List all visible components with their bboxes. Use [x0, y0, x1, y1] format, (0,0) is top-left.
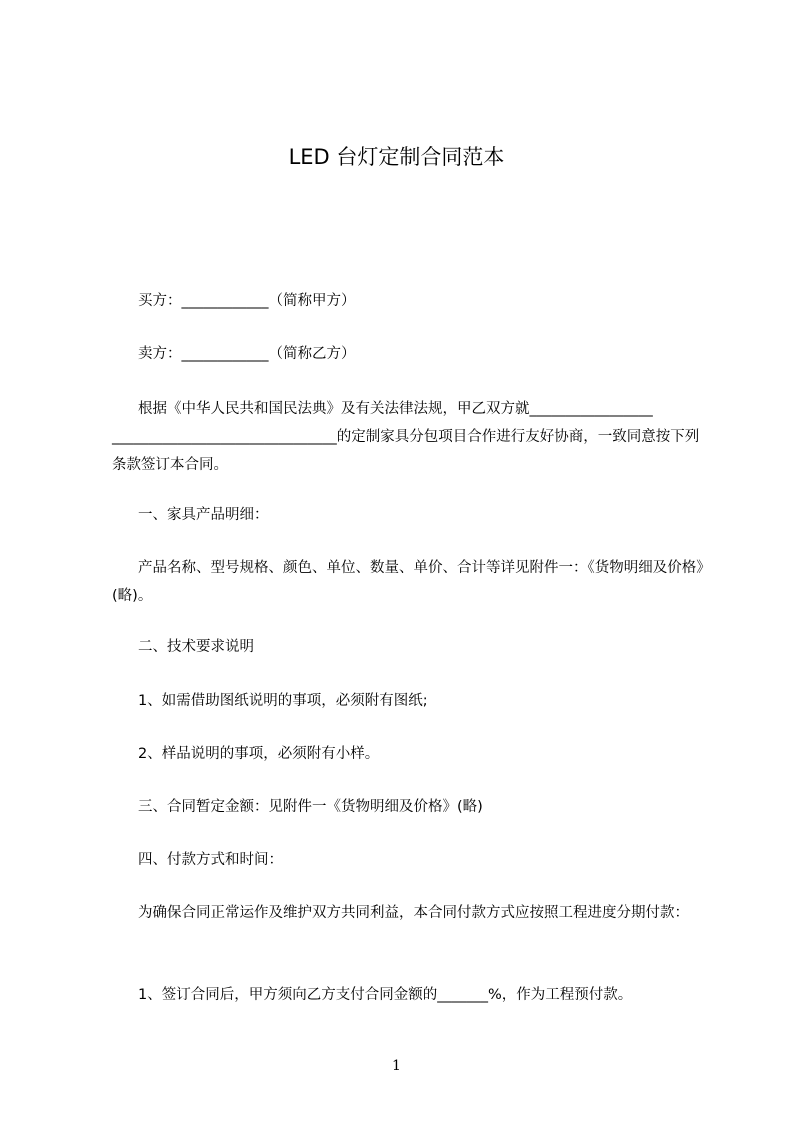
section-2-heading: 二、技术要求说明	[138, 639, 254, 655]
page-number: 1	[392, 1058, 401, 1074]
section-3: 三、合同暂定金额：见附件一《货物明细及价格》(略)	[138, 799, 483, 815]
section-4-body: 为确保合同正常运作及维护双方共同利益，本合同付款方式应按照工程进度分期付款：	[138, 905, 689, 921]
section-4-heading: 四、付款方式和时间：	[138, 852, 283, 868]
section-1-heading: 一、家具产品明细：	[138, 507, 269, 523]
intro-paragraph: 根据《中华人民共和国民法典》及有关法律法规，甲乙双方就_________________ _______________________________的定制家具分包项目合作进行友好协商，一致同意按下列条款签订本合同。	[112, 401, 700, 473]
section-1-body: 产品名称、型号规格、颜色、单位、数量、单价、合计等详见附件一：《货物明细及价格》(略)。	[112, 560, 704, 604]
document-title: LED 台灯定制合同范本	[288, 145, 505, 169]
seller-line: 卖方：____________（简称乙方）	[138, 346, 356, 362]
section-2-item-2: 2、样品说明的事项，必须附有小样。	[138, 746, 380, 762]
section-2-item-1: 1、如需借助图纸说明的事项，必须附有图纸;	[138, 693, 428, 709]
buyer-line: 买方：____________（简称甲方）	[138, 293, 356, 309]
section-4-item-1: 1、签订合同后，甲方须向乙方支付合同金额的_______%，作为工程预付款。	[138, 987, 633, 1003]
